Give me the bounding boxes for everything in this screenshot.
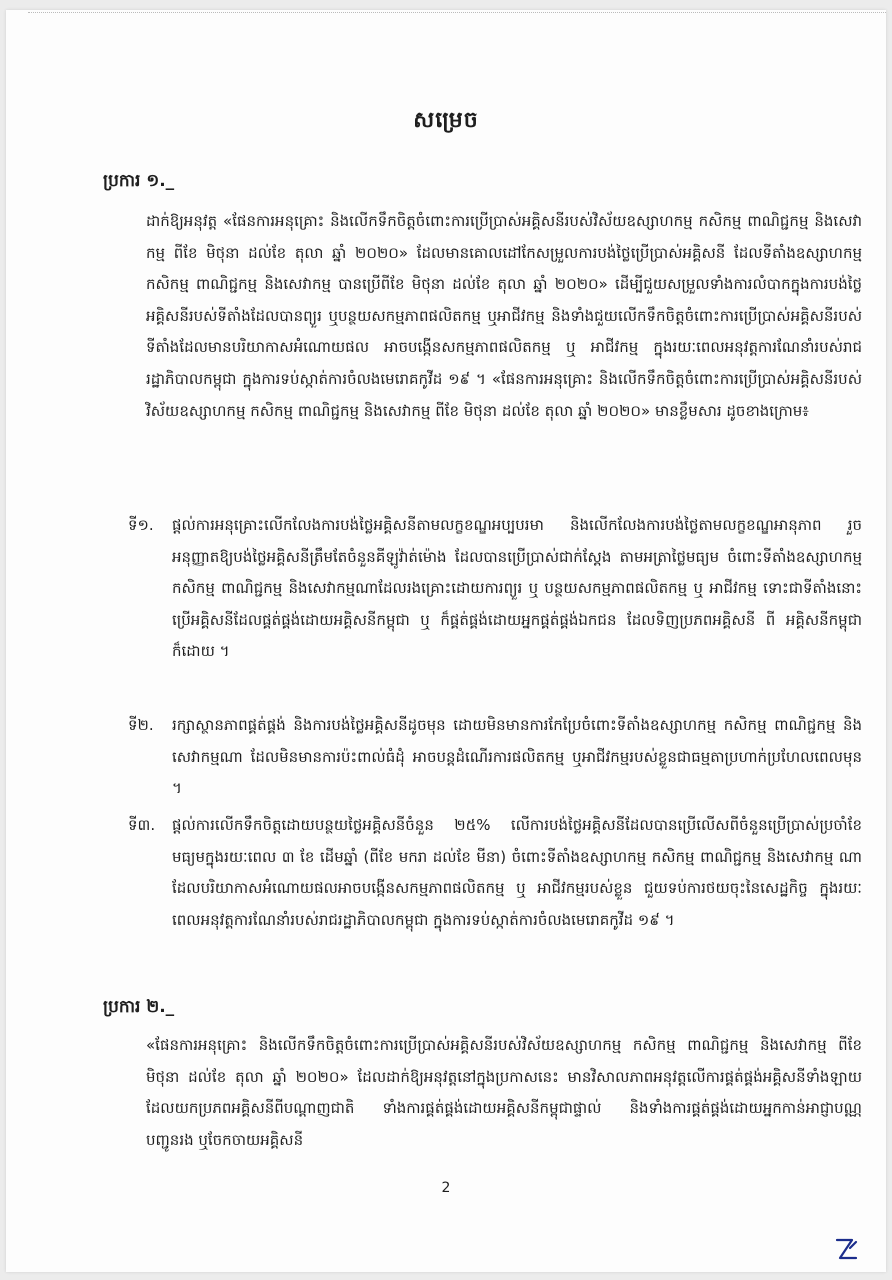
initials-icon	[832, 1236, 860, 1264]
scan-edge-mark	[28, 12, 886, 19]
item-number: ទី១.	[128, 516, 154, 534]
document-title: សម្រេច	[413, 108, 479, 133]
article-2-text: «ផែនការអនុគ្រោះ និងលើកទឹកចិត្តចំពោះការប្រើប្រាស់អគ្គិសនីរបស់វិស័យឧស្សាហកម្ម កសិកម្ម ពាណិជ្ជកម្ម និងសេវាកម្ម ពីខែ មិថុនា ដល់ខែ តុលា ឆ្នាំ ២០២០» ដែលដាក់ឱ្យអនុវត្តនៅក្នុងប្រកាសនេះ មានវិសាលភាពអនុវត្តលើការផ្គត់ផ្គង់អគ្គិសនីទាំងឡាយ ដែលយកប្រភពអគ្គិសនីពីបណ្តាញជាតិ ទាំងការផ្គត់ផ្គង់ដោយអគ្គិសនីកម្ពុជាផ្ទាល់ និងទាំងការផ្គត់ផ្គង់ដោយអ្នកកាន់អាជ្ញាបណ្ណបញ្ជូនរង ឬចែកចាយអគ្គិសនី	[146, 1036, 862, 1149]
item-number: ទី៣.	[128, 816, 156, 834]
article-2-heading: ប្រការ ២._	[103, 997, 175, 1017]
item-text: រក្សាស្ថានភាពផ្គត់ផ្គង់ និងការបង់ថ្លៃអគ្គិសនីដូចមុន ដោយមិនមានការកែប្រែចំពោះទីតាំងឧស្សាហកម្ម កសិកម្ម ពាណិជ្ជកម្ម និងសេវាកម្មណា ដែលមិនមានការប៉ះពាល់ធំដុំ អាចបន្តដំណើរការផលិតកម្ម ឬអាជីវកម្មរបស់ខ្លួនជាធម្មតាប្រហាក់ប្រហែលពេលមុន ។	[172, 716, 862, 798]
document-page	[6, 10, 886, 1272]
item-number: ទី២.	[128, 716, 154, 734]
handwritten-initials	[832, 1236, 860, 1270]
item-text: ផ្តល់ការលើកទឹកចិត្តដោយបន្ថយថ្លៃអគ្គិសនីចំនួន ២៥% លើការបង់ថ្លៃអគ្គិសនីដែលបានប្រើលើសពីចំនួនប្រើប្រាស់ប្រចាំខែមធ្យមក្នុងរយៈពេល ៣ ខែ ដើមឆ្នាំ (ពីខែ មករា ដល់ខែ មីនា) ចំពោះទីតាំងឧស្សាហកម្ម កសិកម្ម ពាណិជ្ជកម្ម និងសេវាកម្ម ណា ដែលបរិយាកាសអំណោយផលអាចបង្កើនសកម្មភាពផលិតកម្ម ឬ អាជីវកម្មរបស់ខ្លួន ជួយទប់ការថយចុះនៃសេដ្ឋកិច្ច ក្នុងរយៈពេលអនុវត្តការណែនាំរបស់រាជរដ្ឋាភិបាលកម្ពុជា ក្នុងការទប់ស្កាត់ការចំលងមេរោគកូវីដ ១៩ ។	[172, 816, 862, 929]
item-text: ផ្តល់ការអនុគ្រោះលើកលែងការបង់ថ្លៃអគ្គិសនីតាមលក្ខខណ្ឌអប្បបរមា និងលើកលែងការបង់ថ្លៃតាមលក្ខខណ្ឌអានុភាព រួចអនុញ្ញាតឱ្យបង់ថ្លៃអគ្គិសនីត្រឹមតែចំនួនគីឡូវ៉ាត់ម៉ោង ដែលបានប្រើប្រាស់ជាក់ស្តែង តាមអត្រាថ្លៃមធ្យម ចំពោះទីតាំងឧស្សាហកម្ម កសិកម្ម ពាណិជ្ជកម្ម និងសេវាកម្មណាដែលរងគ្រោះដោយការព្យួរ ឬ បន្ថយសកម្មភាពផលិតកម្ម ឬ អាជីវកម្ម ទោះជាទីតាំងនោះប្រើអគ្គិសនីដែលផ្គត់ផ្គង់ដោយអគ្គិសនីកម្ពុជា ឬ ក៏ផ្គត់ផ្គង់ដោយអ្នកផ្គត់ផ្គង់ឯកជន ដែលទិញប្រភពអគ្គិសនី ពី អគ្គិសនីកម្ពុជា ក៏ដោយ ។	[172, 516, 862, 661]
article-1-heading: ប្រការ ១._	[103, 171, 175, 191]
article-1-intro: ដាក់ឱ្យអនុវត្ត «ផែនការអនុគ្រោះ និងលើកទឹកចិត្តចំពោះការប្រើប្រាស់អគ្គិសនីរបស់វិស័យឧស្សាហកម្ម កសិកម្ម ពាណិជ្ជកម្ម និងសេវាកម្ម ពីខែ មិថុនា ដល់ខែ តុលា ឆ្នាំ ២០២០» ដែលមានគោលដៅកែសម្រួលការបង់ថ្លៃប្រើប្រាស់អគ្គិសនី ដែលទីតាំងឧស្សាហកម្ម កសិកម្ម ពាណិជ្ជកម្ម និងសេវាកម្ម បានប្រើពីខែ មិថុនា ដល់ខែ តុលា ឆ្នាំ ២០២០» ដើម្បីជួយសម្រួលទាំងការលំបាកក្នុងការបង់ថ្លៃអគ្គិសនីរបស់ទីតាំងដែលបានព្យួរ ឬបន្ថយសកម្មភាពផលិតកម្ម ឬអាជីវកម្ម និងទាំងជួយលើកទឹកចិត្តចំពោះការប្រើប្រាស់អគ្គិសនីរបស់ទីតាំងដែលមានបរិយាកាសអំណោយផល អាចបង្កើនសកម្មភាពផលិតកម្ម ឬ អាជីវកម្ម ក្នុងរយៈពេលអនុវត្តការណែនាំរបស់រាជរដ្ឋាភិបាលកម្ពុជា ក្នុងការទប់ស្កាត់ការចំលងមេរោគកូវីដ ១៩ ។ «ផែនការអនុគ្រោះ និងលើកទឹកចិត្តចំពោះការប្រើប្រាស់អគ្គិសនីរបស់វិស័យឧស្សាហកម្ម កសិកម្ម ពាណិជ្ជកម្ម និងសេវាកម្ម ពីខែ មិថុនា ដល់ខែ តុលា ឆ្នាំ ២០២០» មានខ្លឹមសារ ដូចខាងក្រោម៖	[146, 212, 862, 420]
page-number: 2	[441, 1180, 451, 1196]
